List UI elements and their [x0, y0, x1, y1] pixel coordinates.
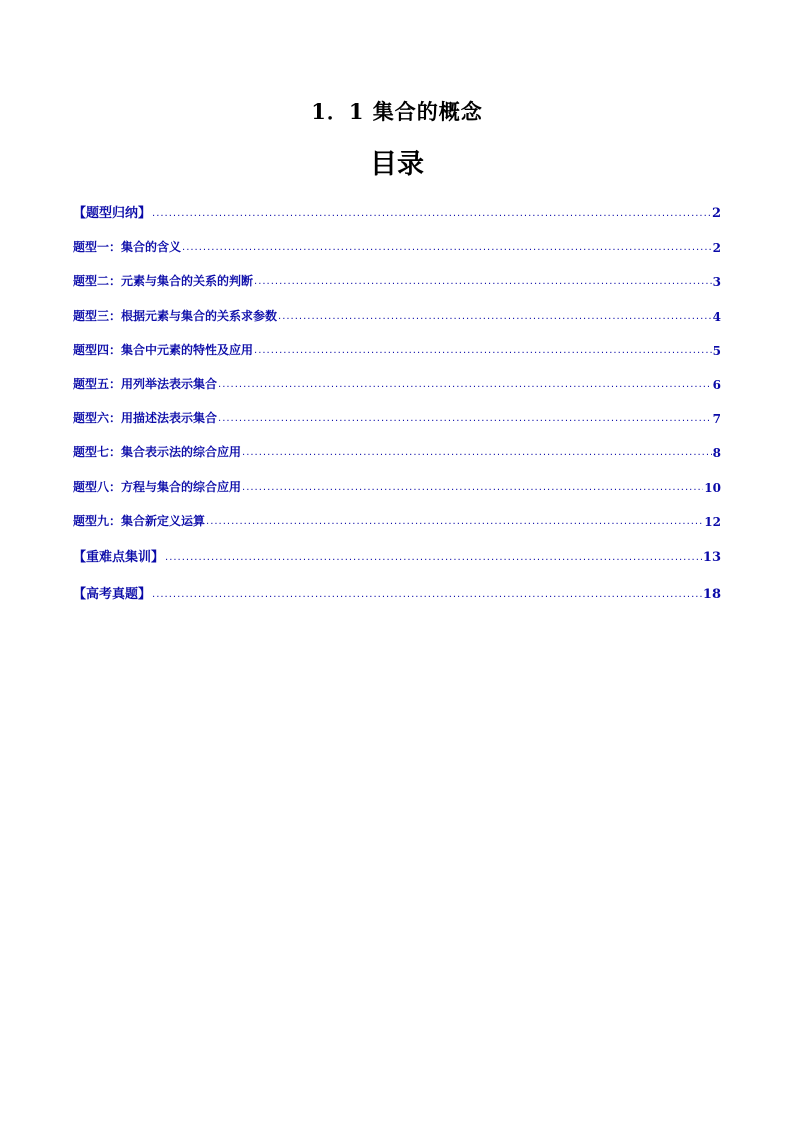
toc-leader-dots [152, 590, 702, 602]
toc-heading: 目录 [370, 149, 424, 180]
toc-entry-page: 8 [712, 446, 721, 460]
toc-entry-label: 题型七：集合表示法的综合应用 [73, 445, 242, 459]
toc-leader-dots [165, 553, 702, 565]
toc-leader-dots [182, 243, 712, 255]
toc-entry-label: 【高考真题】 [73, 587, 152, 602]
toc-entry-exam-questions[interactable] [73, 583, 721, 602]
toc-leader-dots [218, 380, 712, 392]
toc-leader-dots [254, 346, 712, 358]
toc-leader-dots [218, 414, 712, 426]
toc-entry-page: 7 [712, 412, 721, 426]
toc-entry-page: 5 [712, 344, 721, 358]
toc-entry-type-1[interactable] [73, 238, 721, 255]
toc-entry-label: 题型四：集合中元素的特性及应用 [73, 343, 254, 357]
toc-entry-page: 18 [702, 587, 721, 602]
toc-entry-label: 题型三：根据元素与集合的关系求参数 [73, 309, 278, 323]
toc-leader-dots [152, 209, 711, 221]
toc-entry-label: 题型六：用描述法表示集合 [73, 411, 218, 425]
toc-entry-label: 题型一：集合的含义 [73, 240, 182, 254]
toc-entry-label: 题型五：用列举法表示集合 [73, 377, 218, 391]
toc-entry-type-8[interactable] [73, 478, 721, 495]
toc-entry-label: 【题型归纳】 [73, 206, 152, 221]
toc-entry-page: 2 [711, 206, 721, 221]
toc-entry-page: 3 [712, 275, 721, 289]
toc-entry-type-3[interactable] [73, 307, 721, 324]
toc-entry-page: 10 [704, 481, 721, 495]
toc-entry-type-6[interactable] [73, 409, 721, 426]
toc-entry-question-types[interactable] [73, 202, 721, 221]
toc-entry-page: 12 [704, 515, 721, 529]
toc-entry-type-7[interactable] [73, 443, 721, 460]
toc-leader-dots [242, 448, 712, 460]
toc-entry-type-4[interactable] [73, 341, 721, 358]
toc-entry-label: 题型八：方程与集合的综合应用 [73, 480, 242, 494]
toc-entry-type-9[interactable] [73, 512, 721, 529]
document-title: 1．1 集合的概念 [311, 99, 483, 124]
toc-entry-label: 【重难点集训】 [73, 550, 165, 565]
toc-entry-page: 4 [712, 310, 721, 324]
toc-leader-dots [278, 312, 712, 324]
toc-leader-dots [242, 483, 703, 495]
toc-entry-page: 13 [702, 550, 721, 565]
toc-entry-type-2[interactable] [73, 272, 721, 289]
toc-entry-label: 题型二：元素与集合的关系的判断 [73, 274, 254, 288]
toc-entry-type-5[interactable] [73, 375, 721, 392]
toc-entry-key-difficult-training[interactable] [73, 546, 721, 565]
toc-entry-page: 6 [712, 378, 721, 392]
toc-entry-page: 2 [712, 241, 721, 255]
toc-leader-dots [254, 277, 712, 289]
toc-leader-dots [206, 517, 703, 529]
toc-entry-label: 题型九：集合新定义运算 [73, 514, 206, 528]
